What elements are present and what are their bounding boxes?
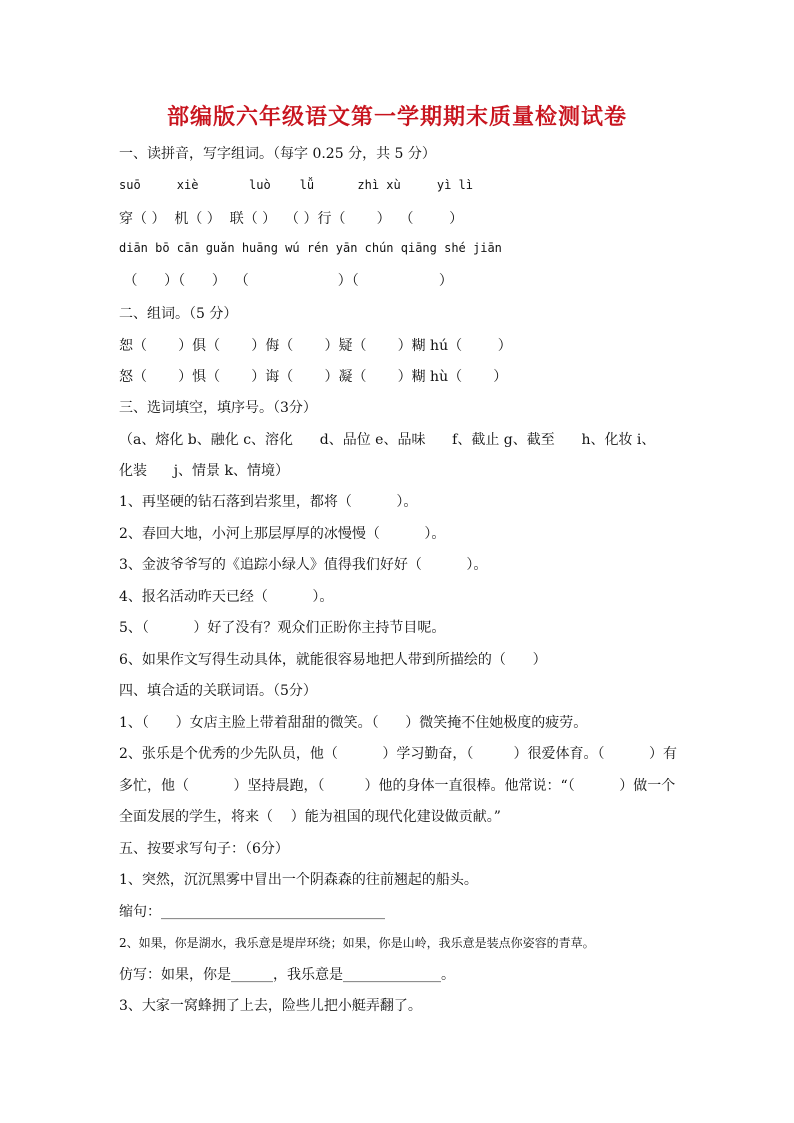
- blank-row-1: 穿（ ） 机（ ） 联（ ） （ ）行（ ） （ ）: [119, 211, 464, 227]
- section-4-heading: 四、填合适的关联词语。（5分）: [119, 683, 317, 699]
- question-4-2-line-1: 2、张乐是个优秀的少先队员，他（ ）学习勤奋，（ ）很爱体育。（ ）有: [119, 746, 677, 762]
- section-3-heading: 三、选词填空，填序号。（3分）: [119, 400, 317, 416]
- word-row-2: 怒（ ）惧（ ）诲（ ）凝（ ）糊 hù（ ）: [119, 369, 508, 385]
- question-3-5: 5、（ ）好了没有？观众们正盼你主持节目呢。: [119, 620, 446, 636]
- question-4-2-line-3: 全面发展的学生，将来（ ）能为祖国的现代化建设做贡献。”: [119, 809, 501, 825]
- options-line-2: 化装 j、情景 k、情境）: [119, 463, 289, 479]
- question-3-4: 4、报名活动昨天已经（ ）。: [119, 589, 334, 605]
- question-3-2: 2、春回大地，小河上那层厚厚的冰慢慢（ ）。: [119, 526, 446, 542]
- section-1-heading: 一、读拼音，写字组词。（每字 0.25 分，共 5 分）: [119, 146, 436, 162]
- question-5-2-answer: 仿写：如果，你是______，我乐意是______________。: [119, 967, 455, 983]
- blank-row-2: （ ）（ ） （ ）（ ）: [119, 273, 453, 289]
- question-3-1: 1、再坚硬的钻石落到岩浆里，都将（ ）。: [119, 494, 418, 510]
- question-5-1: 1、突然，沉沉黑雾中冒出一个阴森森的往前翘起的船头。: [119, 872, 478, 888]
- options-line-1: （a、熔化 b、融化 c、溶化 d、品位 e、品味 f、截止 g、截至 h、化妆 i、: [119, 432, 656, 448]
- question-4-2-line-2: 多忙，他（ ）坚持晨跑，（ ）他的身体一直很棒。他常说：“（ ）做一个: [119, 778, 676, 794]
- pinyin-row-2: diān bō cān guǎn huāng wú rén yān chún qiāng shé jiān: [119, 241, 502, 255]
- section-2-heading: 二、组词。（5 分）: [119, 306, 238, 322]
- pinyin-row-1: suō xiè luò lǚ zhì xù yì lì: [119, 178, 474, 192]
- exam-title: 部编版六年级语文第一学期期末质量检测试卷: [166, 105, 627, 130]
- question-4-1: 1、（ ）女店主脸上带着甜甜的微笑。（ ）微笑掩不住她极度的疲劳。: [119, 715, 588, 731]
- question-3-3: 3、金波爷爷写的《追踪小绿人》值得我们好好（ ）。: [119, 557, 488, 573]
- section-5-heading: 五、按要求写句子：（6分）: [119, 841, 289, 857]
- question-5-2: 2、如果，你是湖水，我乐意是堤岸环绕；如果，你是山岭，我乐意是装点你姿容的青草。: [119, 936, 595, 950]
- question-3-6: 6、如果作文写得生动具体，就能很容易地把人带到所描绘的（ ）: [119, 652, 547, 668]
- word-row-1: 恕（ ）俱（ ）侮（ ）疑（ ）糊 hú（ ）: [119, 338, 512, 354]
- question-5-3: 3、大家一窝蜂拥了上去，险些儿把小艇弄翻了。: [119, 998, 422, 1014]
- question-5-1-answer: 缩句：________________________________: [119, 904, 385, 920]
